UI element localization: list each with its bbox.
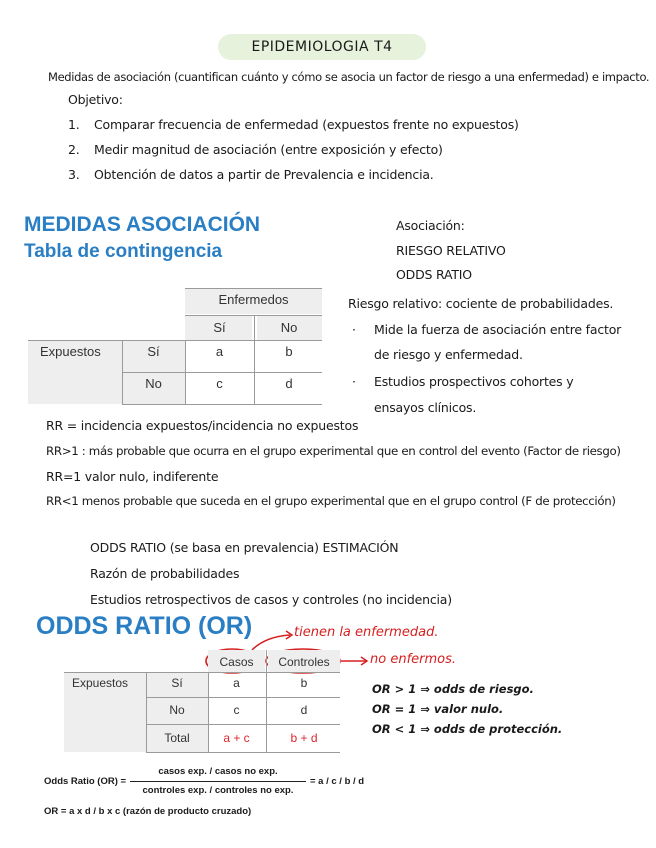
objective-text: Medir magnitud de asociación (entre exposición y efecto) (94, 142, 443, 157)
odds-note: ODDS RATIO (se basa en prevalencia) ESTIMACIÓN (90, 540, 399, 555)
page-title: EPIDEMIOLOGIA T4 (218, 34, 426, 60)
table-rule (64, 672, 340, 673)
rr-line: RR = incidencia expuestos/incidencia no expuestos (46, 418, 359, 433)
table-cell-a: a (215, 344, 224, 359)
table-header-enfermos: Enfermedos (218, 292, 289, 307)
table-row-expuestos: Expuestos (40, 344, 101, 359)
or-row-total: Total (164, 731, 190, 745)
table-col-si: Sí (213, 320, 226, 335)
or-rule: OR < 1 ⇒ odds de protección. (372, 722, 563, 736)
association-label: Asociación: (396, 218, 465, 233)
objective-number: 3. (68, 167, 80, 182)
bullet-icon: · (352, 374, 356, 389)
association-item: RIESGO RELATIVO (396, 243, 506, 258)
table-cell-b: b (285, 344, 293, 359)
table-rule (266, 650, 267, 752)
or-row-si: Sí (171, 676, 183, 690)
fraction-bar (130, 781, 306, 782)
formula-cross-product: OR = a x d / b x c (razón de producto cruzado) (44, 806, 252, 817)
or-row-no: No (169, 703, 185, 717)
table-rule (146, 697, 340, 698)
table-rule (146, 752, 340, 753)
section-title-odds-ratio: ODDS RATIO (OR) (36, 612, 253, 640)
rr-definition-title: Riesgo relativo: cociente de probabilidades. (348, 296, 614, 311)
formula-numerator: casos exp. / casos no exp. (158, 766, 278, 777)
rr-bullet-line: Estudios prospectivos cohortes y (374, 374, 574, 389)
formula-result: = a / c / b / d (310, 776, 365, 787)
table-row-no: No (145, 376, 162, 391)
table-cell-d: d (285, 376, 293, 391)
section-subtitle-contingencia: Tabla de contingencia (24, 241, 223, 262)
or-rule: OR = 1 ⇒ valor nulo. (372, 702, 504, 716)
objective-text: Obtención de datos a partir de Prevalencia e incidencia. (94, 167, 434, 182)
section-title-medidas: MEDIDAS ASOCIACIÓN (24, 213, 261, 236)
table-col-no: No (280, 320, 298, 335)
association-item: ODDS RATIO (396, 267, 472, 282)
annotation-controles: no enfermos. (370, 652, 457, 667)
or-row-expuestos: Expuestos (72, 676, 129, 690)
or-total-bd: b + d (290, 731, 318, 745)
rr-bullet-line: Mide la fuerza de asociación entre factor (374, 322, 622, 337)
annotation-casos: tienen la enfermedad. (294, 625, 439, 640)
odds-note: Razón de probabilidades (90, 566, 240, 581)
formula-label: Odds Ratio (OR) = (44, 776, 127, 787)
or-cell-c: c (233, 703, 240, 717)
intro-text: Medidas de asociación (cuantifican cuánto y cómo se asocia un factor de riesgo a una enfermedad) e impacto. (48, 70, 650, 84)
objective-number: 1. (68, 117, 80, 132)
objective-number: 2. (68, 142, 80, 157)
or-col-casos: Casos (219, 655, 254, 669)
or-col-controles: Controles (278, 655, 330, 669)
formula-denominator: controles exp. / controles no exp. (142, 785, 294, 796)
objective-text: Comparar frecuencia de enfermedad (expuestos frente no expuestos) (94, 117, 519, 132)
rr-bullet-line: ensayos clínicos. (374, 400, 477, 415)
table-rule (146, 724, 340, 725)
arrow-casos-icon (252, 635, 290, 650)
rr-line: RR>1 : más probable que ocurra en el grupo experimental que en control del evento (Factor de riesgo) (46, 444, 621, 458)
or-cell-d: d (300, 703, 308, 717)
rr-line: RR<1 menos probable que suceda en el grupo experimental que en el grupo control (F de protección) (46, 494, 616, 508)
odds-note: Estudios retrospectivos de casos y controles (no incidencia) (90, 592, 452, 607)
bullet-icon: · (352, 322, 356, 337)
or-cell-b: b (300, 676, 308, 690)
table-row-si: Sí (147, 344, 160, 359)
objective-label: Objetivo: (68, 92, 123, 107)
rr-bullet-line: de riesgo y enfermedad. (374, 347, 523, 362)
or-cell-a: a (233, 676, 240, 690)
or-total-ac: a + c (223, 731, 250, 745)
or-rule: OR > 1 ⇒ odds de riesgo. (372, 682, 534, 696)
rr-line: RR=1 valor nulo, indiferente (46, 469, 219, 484)
table-cell-c: c (216, 376, 223, 391)
